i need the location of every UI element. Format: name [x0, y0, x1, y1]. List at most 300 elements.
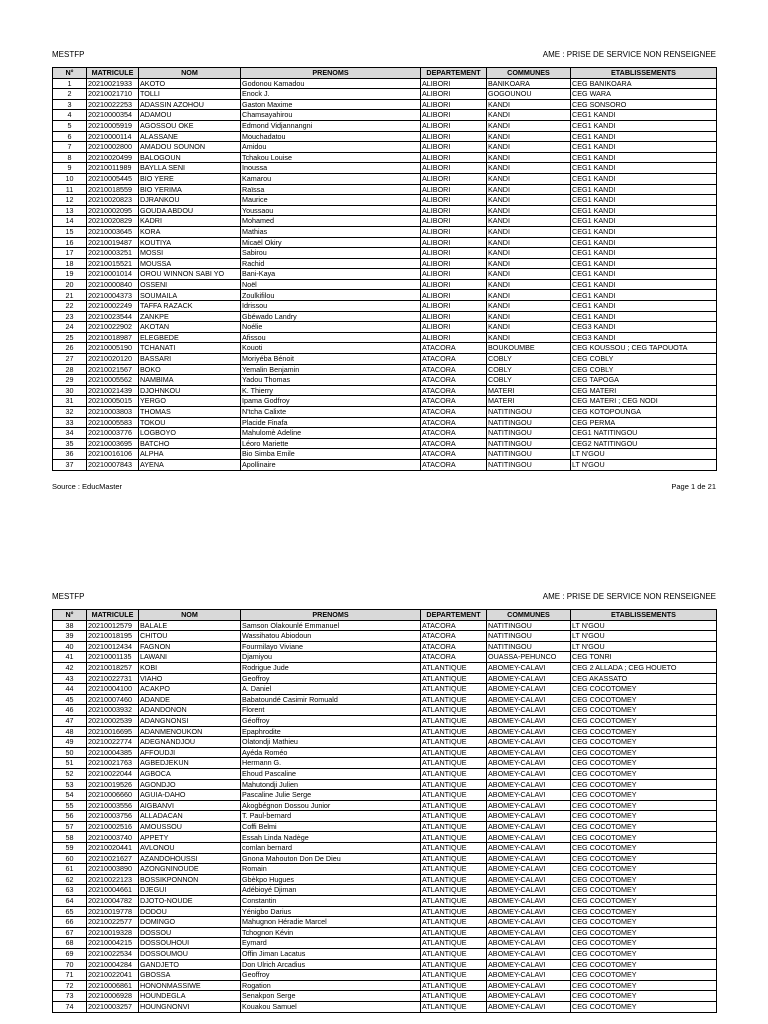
col-departement-cell: ALIBORI: [421, 89, 487, 100]
col-number-cell: 58: [53, 832, 87, 843]
table-row: [53, 163, 717, 174]
col-departement-cell: ATLANTIQUE: [421, 758, 487, 769]
col-number-cell: 70: [53, 959, 87, 970]
col-matricule-cell: 20210022534: [87, 949, 139, 960]
col-departement-cell: ATACORA: [421, 620, 487, 631]
table-row: [53, 991, 717, 1002]
col-nom-cell: DOSSOUMOU: [139, 949, 241, 960]
col-departement-cell: ALIBORI: [421, 279, 487, 290]
col-etablissements-cell: CEG BANIKOARA: [571, 78, 717, 89]
col-communes-cell: KANDI: [487, 237, 571, 248]
col-etablissements-cell: CEG COCOTOMEY: [571, 874, 717, 885]
col-departement-cell: ATACORA: [421, 428, 487, 439]
col-matricule-cell: 20210003695: [87, 438, 139, 449]
col-communes-cell: KANDI: [487, 131, 571, 142]
col-nom-cell: TCHANATI: [139, 343, 241, 354]
col-nom-cell: VIAHO: [139, 673, 241, 684]
table-row: [53, 279, 717, 290]
col-number-cell: 57: [53, 821, 87, 832]
col-prenoms-cell: Noël: [241, 279, 421, 290]
col-prenoms-cell: Djamiyou: [241, 652, 421, 663]
col-number-cell: 68: [53, 938, 87, 949]
col-departement-header: DEPARTEMENT: [421, 610, 487, 621]
col-departement-cell: ATLANTIQUE: [421, 715, 487, 726]
col-departement-cell: ATLANTIQUE: [421, 864, 487, 875]
col-departement-cell: ALIBORI: [421, 99, 487, 110]
col-departement-cell: ATACORA: [421, 641, 487, 652]
col-departement-cell: ATACORA: [421, 631, 487, 642]
col-communes-cell: KANDI: [487, 173, 571, 184]
col-number-cell: 2: [53, 89, 87, 100]
col-communes-cell: KANDI: [487, 290, 571, 301]
col-matricule-cell: 20210006660: [87, 790, 139, 801]
col-matricule-cell: 20210003740: [87, 832, 139, 843]
table-row: [53, 896, 717, 907]
col-nom-cell: ELEGBEDE: [139, 332, 241, 343]
col-communes-cell: ABOMEY-CALAVI: [487, 662, 571, 673]
table-row: [53, 417, 717, 428]
table-row: [53, 269, 717, 280]
col-matricule-cell: 20210000840: [87, 279, 139, 290]
col-communes-cell: ABOMEY-CALAVI: [487, 673, 571, 684]
col-etablissements-cell: CEG COCOTOMEY: [571, 885, 717, 896]
col-matricule-cell: 20210011989: [87, 163, 139, 174]
col-number-cell: 16: [53, 237, 87, 248]
col-prenoms-cell: Géoffroy: [241, 715, 421, 726]
table-row: [53, 631, 717, 642]
col-matricule-cell: 20210016695: [87, 726, 139, 737]
col-number-cell: 11: [53, 184, 87, 195]
report-title: AME : PRISE DE SERVICE NON RENSEIGNEE: [542, 592, 716, 601]
col-etablissements-cell: CEG TAPOGA: [571, 375, 717, 386]
table-row: [53, 216, 717, 227]
col-matricule-cell: 20210004215: [87, 938, 139, 949]
col-etablissements-cell: CEG COCOTOMEY: [571, 917, 717, 928]
col-etablissements-cell: CEG COCOTOMEY: [571, 927, 717, 938]
col-prenoms-cell: Placide Finafa: [241, 417, 421, 428]
col-number-cell: 50: [53, 747, 87, 758]
table-row: [53, 832, 717, 843]
col-departement-cell: ALIBORI: [421, 311, 487, 322]
col-departement-cell: ATLANTIQUE: [421, 874, 487, 885]
table-row: [53, 811, 717, 822]
col-nom-cell: AZONGNINOUDE: [139, 864, 241, 875]
col-nom-cell: AIGBANVI: [139, 800, 241, 811]
col-communes-cell: ABOMEY-CALAVI: [487, 874, 571, 885]
table-row: [53, 885, 717, 896]
col-etablissements-cell: CEG COCOTOMEY: [571, 970, 717, 981]
col-prenoms-cell: Akogbégnon Dossou Junior: [241, 800, 421, 811]
col-prenoms-cell: Apollinaire: [241, 459, 421, 470]
col-matricule-cell: 20210003890: [87, 864, 139, 875]
col-matricule-cell: 20210003645: [87, 226, 139, 237]
table-row: [53, 89, 717, 100]
col-etablissements-cell: CEG TONRI: [571, 652, 717, 663]
col-prenoms-cell: Coffi Belmi: [241, 821, 421, 832]
table-row: [53, 737, 717, 748]
col-communes-cell: ABOMEY-CALAVI: [487, 843, 571, 854]
col-departement-cell: ATACORA: [421, 449, 487, 460]
table-row: [53, 821, 717, 832]
col-communes-cell: ABOMEY-CALAVI: [487, 959, 571, 970]
col-prenoms-cell: Mouchadatou: [241, 131, 421, 142]
col-departement-cell: ALIBORI: [421, 290, 487, 301]
col-number-cell: 71: [53, 970, 87, 981]
col-etablissements-cell: CEG COCOTOMEY: [571, 747, 717, 758]
col-number-cell: 63: [53, 885, 87, 896]
col-etablissements-cell: CEG COCOTOMEY: [571, 832, 717, 843]
col-matricule-cell: 20210005015: [87, 396, 139, 407]
col-communes-cell: ABOMEY-CALAVI: [487, 1001, 571, 1012]
col-number-cell: 26: [53, 343, 87, 354]
col-etablissements-cell: CEG COCOTOMEY: [571, 705, 717, 716]
col-nom-cell: DJEGUI: [139, 885, 241, 896]
col-departement-cell: ATLANTIQUE: [421, 885, 487, 896]
col-communes-cell: KANDI: [487, 120, 571, 131]
table-row: [53, 152, 717, 163]
table-row: [53, 354, 717, 365]
col-communes-cell: ABOMEY-CALAVI: [487, 906, 571, 917]
col-matricule-cell: 20210015521: [87, 258, 139, 269]
table-row: [53, 226, 717, 237]
col-communes-cell: NATITINGOU: [487, 407, 571, 418]
table-row: [53, 747, 717, 758]
col-matricule-cell: 20210022123: [87, 874, 139, 885]
col-etablissements-cell: LT N'GOU: [571, 459, 717, 470]
col-communes-cell: ABOMEY-CALAVI: [487, 726, 571, 737]
col-matricule-cell: 20210003776: [87, 428, 139, 439]
col-matricule-cell: 20210023544: [87, 311, 139, 322]
col-nom-cell: ADANGNONSI: [139, 715, 241, 726]
page-header: [0, 592, 768, 606]
col-communes-cell: NATITINGOU: [487, 428, 571, 439]
col-number-cell: 69: [53, 949, 87, 960]
col-nom-cell: AMADOU SOUNON: [139, 142, 241, 153]
col-nom-cell: GANDJETO: [139, 959, 241, 970]
col-communes-cell: ABOMEY-CALAVI: [487, 991, 571, 1002]
col-nom-cell: OROU WINNON SABI YO: [139, 269, 241, 280]
col-matricule-cell: 20210001014: [87, 269, 139, 280]
col-prenoms-header: PRENOMS: [241, 610, 421, 621]
col-number-cell: 56: [53, 811, 87, 822]
ministry-label: MESTFP: [52, 592, 85, 601]
col-prenoms-cell: T. Paul-bernard: [241, 811, 421, 822]
col-nom-cell: DODOU: [139, 906, 241, 917]
col-nom-cell: AGBOCA: [139, 768, 241, 779]
table-row: [53, 407, 717, 418]
col-etablissements-cell: CEG1 KANDI: [571, 290, 717, 301]
col-number-cell: 20: [53, 279, 87, 290]
table-row: [53, 184, 717, 195]
col-etablissements-cell: CEG COCOTOMEY: [571, 768, 717, 779]
col-etablissements-cell: CEG1 KANDI: [571, 216, 717, 227]
col-matricule-cell: 20210004661: [87, 885, 139, 896]
col-nom-cell: AKOTO: [139, 78, 241, 89]
col-etablissements-cell: CEG COCOTOMEY: [571, 949, 717, 960]
col-nom-cell: OSSENI: [139, 279, 241, 290]
col-matricule-cell: 20210018195: [87, 631, 139, 642]
col-matricule-cell: 20210005190: [87, 343, 139, 354]
col-prenoms-header: PRENOMS: [241, 68, 421, 79]
col-matricule-cell: 20210020499: [87, 152, 139, 163]
col-prenoms-cell: Kouakou Samuel: [241, 1001, 421, 1012]
col-matricule-cell: 20210002516: [87, 821, 139, 832]
table-row: [53, 258, 717, 269]
col-departement-cell: ATLANTIQUE: [421, 768, 487, 779]
report-title: AME : PRISE DE SERVICE NON RENSEIGNEE: [542, 50, 716, 59]
col-departement-cell: ATLANTIQUE: [421, 684, 487, 695]
col-communes-cell: MATERI: [487, 385, 571, 396]
col-etablissements-cell: CEG COCOTOMEY: [571, 980, 717, 991]
col-departement-cell: ALIBORI: [421, 131, 487, 142]
col-number-header: N°: [53, 610, 87, 621]
col-prenoms-cell: Edmond Vidjannangni: [241, 120, 421, 131]
col-communes-cell: ABOMEY-CALAVI: [487, 790, 571, 801]
col-number-cell: 29: [53, 375, 87, 386]
col-number-cell: 32: [53, 407, 87, 418]
col-departement-cell: ATLANTIQUE: [421, 980, 487, 991]
col-number-cell: 74: [53, 1001, 87, 1012]
col-nom-cell: LAWANI: [139, 652, 241, 663]
col-nom-cell: DJRANKOU: [139, 195, 241, 206]
col-departement-cell: ALIBORI: [421, 173, 487, 184]
col-departement-header: DEPARTEMENT: [421, 68, 487, 79]
col-prenoms-cell: Mahutondji Julien: [241, 779, 421, 790]
table-row: [53, 385, 717, 396]
col-nom-cell: BASSARI: [139, 354, 241, 365]
col-departement-cell: ATACORA: [421, 364, 487, 375]
table-row: [53, 864, 717, 875]
col-etablissements-cell: CEG1 KANDI: [571, 301, 717, 312]
col-matricule-cell: 20210022044: [87, 768, 139, 779]
col-etablissements-cell: CEG COBLY: [571, 364, 717, 375]
col-etablissements-cell: CEG COCOTOMEY: [571, 938, 717, 949]
col-communes-cell: ABOMEY-CALAVI: [487, 917, 571, 928]
col-nom-cell: BALOGOUN: [139, 152, 241, 163]
col-nom-cell: ZANKPE: [139, 311, 241, 322]
table-row: [53, 927, 717, 938]
col-communes-cell: ABOMEY-CALAVI: [487, 779, 571, 790]
col-departement-cell: ALIBORI: [421, 248, 487, 259]
col-communes-cell: KANDI: [487, 205, 571, 216]
col-departement-cell: ATACORA: [421, 396, 487, 407]
col-communes-cell: KANDI: [487, 269, 571, 280]
col-number-cell: 60: [53, 853, 87, 864]
col-nom-cell: CHITOU: [139, 631, 241, 642]
col-communes-cell: KANDI: [487, 195, 571, 206]
col-communes-cell: KANDI: [487, 99, 571, 110]
col-communes-cell: KANDI: [487, 332, 571, 343]
col-prenoms-cell: Gnona Mahouton Don De Dieu: [241, 853, 421, 864]
col-etablissements-cell: CEG2 NATITINGOU: [571, 438, 717, 449]
col-communes-cell: ABOMEY-CALAVI: [487, 970, 571, 981]
col-etablissements-cell: CEG COCOTOMEY: [571, 1001, 717, 1012]
col-nom-cell: BALALE: [139, 620, 241, 631]
table-row: [53, 142, 717, 153]
table-row: [53, 205, 717, 216]
col-communes-cell: ABOMEY-CALAVI: [487, 758, 571, 769]
col-prenoms-cell: Kouoti: [241, 343, 421, 354]
table-row: [53, 938, 717, 949]
col-number-cell: 15: [53, 226, 87, 237]
col-communes-cell: KANDI: [487, 279, 571, 290]
col-matricule-cell: 20210001135: [87, 652, 139, 663]
col-prenoms-cell: Samson Olakounlé Emmanuel: [241, 620, 421, 631]
col-departement-cell: ALIBORI: [421, 184, 487, 195]
col-communes-cell: ABOMEY-CALAVI: [487, 938, 571, 949]
table-row: [53, 620, 717, 631]
col-communes-cell: KANDI: [487, 163, 571, 174]
col-departement-cell: ATLANTIQUE: [421, 747, 487, 758]
col-prenoms-cell: Raïssa: [241, 184, 421, 195]
col-number-cell: 31: [53, 396, 87, 407]
col-nom-cell: ADANDONON: [139, 705, 241, 716]
table-row: [53, 449, 717, 460]
col-nom-cell: HOUNDEGLA: [139, 991, 241, 1002]
col-communes-cell: KANDI: [487, 216, 571, 227]
col-departement-cell: ALIBORI: [421, 120, 487, 131]
staff-table-page-2: [52, 609, 717, 1013]
col-etablissements-cell: LT N'GOU: [571, 620, 717, 631]
col-communes-cell: KANDI: [487, 258, 571, 269]
col-nom-cell: TAFFA RAZACK: [139, 301, 241, 312]
col-matricule-cell: 20210022902: [87, 322, 139, 333]
col-departement-cell: ATLANTIQUE: [421, 843, 487, 854]
col-departement-cell: ATLANTIQUE: [421, 705, 487, 716]
col-number-cell: 30: [53, 385, 87, 396]
table-row: [53, 641, 717, 652]
col-nom-cell: DJOHNKOU: [139, 385, 241, 396]
col-number-cell: 67: [53, 927, 87, 938]
col-matricule-header: MATRICULE: [87, 68, 139, 79]
col-departement-cell: ALIBORI: [421, 258, 487, 269]
col-matricule-cell: 20210005583: [87, 417, 139, 428]
col-etablissements-cell: CEG COCOTOMEY: [571, 821, 717, 832]
col-etablissements-cell: CEG1 KANDI: [571, 248, 717, 259]
table-row: [53, 906, 717, 917]
col-communes-cell: KANDI: [487, 248, 571, 259]
col-communes-cell: KANDI: [487, 322, 571, 333]
col-prenoms-cell: comlan bernard: [241, 843, 421, 854]
col-number-cell: 53: [53, 779, 87, 790]
col-prenoms-cell: Yadou Thomas: [241, 375, 421, 386]
col-matricule-cell: 20210012434: [87, 641, 139, 652]
col-prenoms-cell: Geoffroy: [241, 673, 421, 684]
table-row: [53, 173, 717, 184]
col-prenoms-cell: Tchognon Kévin: [241, 927, 421, 938]
col-prenoms-cell: A. Daniel: [241, 684, 421, 695]
col-number-cell: 62: [53, 874, 87, 885]
col-nom-cell: THOMAS: [139, 407, 241, 418]
col-prenoms-cell: Olatondji Mathieu: [241, 737, 421, 748]
col-matricule-cell: 20210005562: [87, 375, 139, 386]
table-row: [53, 364, 717, 375]
col-communes-cell: ABOMEY-CALAVI: [487, 800, 571, 811]
table-row: [53, 715, 717, 726]
col-departement-cell: ATLANTIQUE: [421, 832, 487, 843]
col-communes-cell: NATITINGOU: [487, 459, 571, 470]
col-communes-cell: NATITINGOU: [487, 417, 571, 428]
table-row: [53, 375, 717, 386]
col-etablissements-cell: CEG KOUSSOU ; CEG TAPOUOTA: [571, 343, 717, 354]
col-communes-cell: GOGOUNOU: [487, 89, 571, 100]
col-etablissements-cell: CEG3 KANDI: [571, 332, 717, 343]
col-prenoms-cell: Essah Linda Nadège: [241, 832, 421, 843]
col-nom-cell: BOSSIKPONNON: [139, 874, 241, 885]
col-matricule-cell: 20210002800: [87, 142, 139, 153]
table-row: [53, 343, 717, 354]
col-departement-cell: ALIBORI: [421, 226, 487, 237]
col-nom-cell: APPETY: [139, 832, 241, 843]
col-etablissements-cell: CEG1 KANDI: [571, 258, 717, 269]
col-prenoms-cell: Yemalin Benjamin: [241, 364, 421, 375]
table-row: [53, 311, 717, 322]
col-communes-cell: NATITINGOU: [487, 631, 571, 642]
col-prenoms-cell: Babatoundé Casimir Romuald: [241, 694, 421, 705]
col-etablissements-header: ETABLISSEMENTS: [571, 610, 717, 621]
col-nom-cell: ACAKPO: [139, 684, 241, 695]
col-prenoms-cell: N'tcha Calixte: [241, 407, 421, 418]
col-nom-cell: DOSSOU: [139, 927, 241, 938]
col-number-cell: 34: [53, 428, 87, 439]
table-row: [53, 843, 717, 854]
col-communes-cell: ABOMEY-CALAVI: [487, 980, 571, 991]
table-row: [53, 237, 717, 248]
col-prenoms-cell: Noélie: [241, 322, 421, 333]
col-communes-cell: ABOMEY-CALAVI: [487, 949, 571, 960]
col-matricule-cell: 20210021439: [87, 385, 139, 396]
col-communes-cell: ABOMEY-CALAVI: [487, 853, 571, 864]
col-departement-cell: ATACORA: [421, 438, 487, 449]
col-number-cell: 14: [53, 216, 87, 227]
col-matricule-cell: 20210022731: [87, 673, 139, 684]
col-number-cell: 38: [53, 620, 87, 631]
col-departement-cell: ATACORA: [421, 417, 487, 428]
col-communes-cell: COBLY: [487, 354, 571, 365]
col-departement-cell: ALIBORI: [421, 205, 487, 216]
col-nom-cell: AVLONOU: [139, 843, 241, 854]
table-row: [53, 248, 717, 259]
col-matricule-cell: 20210003257: [87, 1001, 139, 1012]
col-number-cell: 17: [53, 248, 87, 259]
col-prenoms-cell: Yénigbo Darius: [241, 906, 421, 917]
col-etablissements-cell: CEG COCOTOMEY: [571, 694, 717, 705]
col-prenoms-cell: Gbèkpo Hugues: [241, 874, 421, 885]
col-prenoms-cell: Chamsayahirou: [241, 110, 421, 121]
table-row: [53, 662, 717, 673]
col-number-cell: 45: [53, 694, 87, 705]
col-matricule-cell: 20210021763: [87, 758, 139, 769]
col-matricule-cell: 20210004373: [87, 290, 139, 301]
col-matricule-cell: 20210012579: [87, 620, 139, 631]
table-row: [53, 131, 717, 142]
col-etablissements-cell: LT N'GOU: [571, 631, 717, 642]
table-row: [53, 120, 717, 131]
table-row: [53, 438, 717, 449]
col-departement-cell: ALIBORI: [421, 269, 487, 280]
col-prenoms-cell: Florent: [241, 705, 421, 716]
col-prenoms-cell: Bio Simba Emile: [241, 449, 421, 460]
col-departement-cell: ALIBORI: [421, 152, 487, 163]
col-etablissements-cell: CEG COCOTOMEY: [571, 864, 717, 875]
col-matricule-cell: 20210020441: [87, 843, 139, 854]
table-row: [53, 800, 717, 811]
col-matricule-cell: 20210003756: [87, 811, 139, 822]
table-row: [53, 195, 717, 206]
col-etablissements-cell: CEG1 KANDI: [571, 205, 717, 216]
col-prenoms-cell: Maurice: [241, 195, 421, 206]
col-prenoms-cell: Gaston Maxime: [241, 99, 421, 110]
